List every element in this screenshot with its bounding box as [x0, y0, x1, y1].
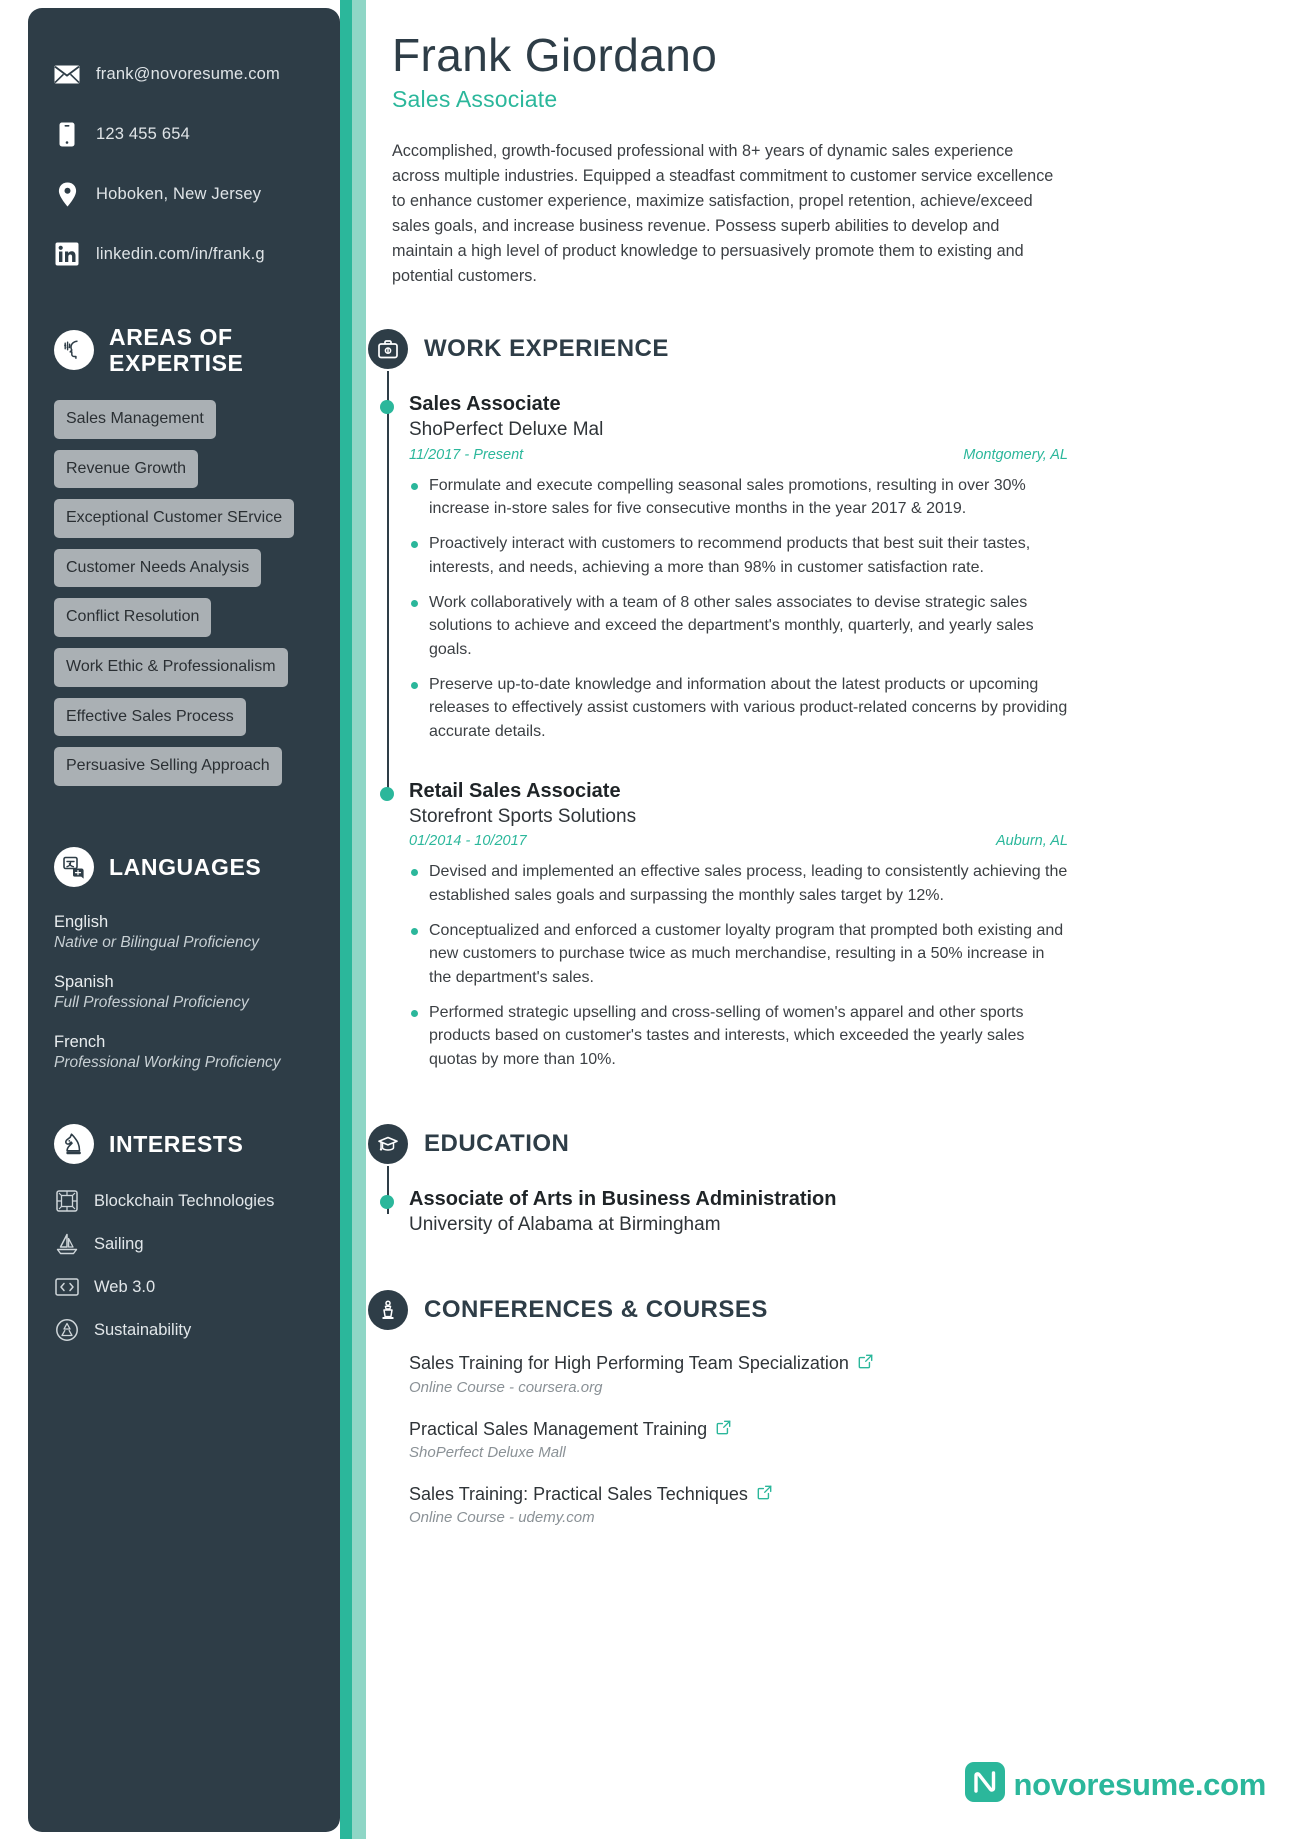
location-pin-icon — [54, 181, 80, 207]
job-date: 11/2017 - Present — [409, 446, 524, 463]
education-school: University of Alabama at Birmingham — [409, 1213, 721, 1235]
interest-label: Sustainability — [94, 1320, 192, 1339]
course-item — [409, 1483, 1068, 1526]
sidebar-section-header-expertise — [54, 324, 314, 376]
language-name: English — [54, 912, 109, 931]
section-title-work: WORK EXPERIENCE — [424, 335, 669, 363]
job-bullet: Preserve up-to-date knowledge and information about the latest products or upcoming releases to effectively assist customers with various product-related concerns by providing accurate details. — [409, 673, 1068, 744]
interest-item — [54, 1231, 314, 1257]
job-date: 01/2014 - 10/2017 — [409, 833, 527, 850]
graduation-cap-icon — [368, 1124, 408, 1164]
expertise-chip-list — [54, 400, 314, 797]
language-level: Native or Bilingual Proficiency — [54, 933, 260, 951]
podium-speaker-icon — [368, 1290, 408, 1330]
sidebar — [28, 8, 340, 1832]
course-name-row — [409, 1352, 1068, 1375]
language-item — [54, 1031, 314, 1074]
section-header-work — [368, 329, 1068, 369]
job-bullet: Work collaboratively with a team of 8 other sales associates to devise strategic sales solutions to achieve and exceed the department's monthly, quarterly, and yearly sales goals. — [409, 591, 1068, 662]
job-bullet: Proactively interact with customers to recommend products that best suit their tastes, interests, and needs, achieving a more than 98% in customer satisfaction rate. — [409, 532, 1068, 579]
language-name: Spanish — [54, 972, 114, 991]
job-bullet-list — [409, 474, 1068, 744]
sidebar-section-title-interests: INTERESTS — [109, 1131, 244, 1158]
course-name-row — [409, 1483, 1068, 1506]
course-name: Practical Sales Management Training — [409, 1418, 708, 1439]
job-title: Retail Sales Associate — [409, 779, 621, 802]
expertise-chip[interactable]: Persuasive Selling Approach — [54, 747, 282, 786]
code-brackets-icon — [54, 1274, 80, 1300]
translate-icon — [54, 847, 94, 887]
novoresume-brand[interactable] — [965, 1762, 1267, 1807]
interest-label: Sailing — [94, 1234, 144, 1253]
job-bullet: Conceptualized and enforced a customer loyalty program that prompted both existing and new customers to purchase twice as much merchandise, resulting in a 50% increase in the department's sales. — [409, 919, 1068, 990]
novoresume-n-logo — [965, 1762, 1005, 1807]
contact-location-text: Hoboken, New Jersey — [96, 184, 262, 203]
section-header-courses — [368, 1290, 1068, 1330]
work-entry — [409, 391, 1068, 743]
expertise-chip[interactable]: Customer Needs Analysis — [54, 549, 261, 588]
external-link-icon[interactable] — [858, 1352, 873, 1375]
language-name: French — [54, 1033, 106, 1052]
job-role-subtitle: Sales Associate — [392, 85, 558, 112]
section-work-experience — [392, 329, 1068, 1071]
timeline-dot — [380, 400, 394, 414]
contact-list — [54, 44, 314, 284]
section-courses — [392, 1290, 1068, 1526]
contact-email-text: frank@novoresume.com — [96, 64, 280, 83]
expertise-chip[interactable]: Sales Management — [54, 400, 216, 439]
interest-item — [54, 1188, 314, 1214]
interest-label: Web 3.0 — [94, 1277, 156, 1296]
work-entry — [409, 778, 1068, 1072]
sidebar-section-header-interests — [54, 1124, 314, 1164]
course-item — [409, 1352, 1068, 1395]
expertise-chip[interactable]: Effective Sales Process — [54, 698, 246, 737]
contact-item-location[interactable] — [54, 164, 314, 224]
course-subtitle: Online Course - udemy.com — [409, 1509, 595, 1527]
novoresume-brand-text: novoresume.com — [1013, 1766, 1266, 1802]
recycle-globe-icon — [54, 1317, 80, 1343]
professional-summary: Accomplished, growth-focused professional with 8+ years of dynamic sales experience across multiple industries. Equipped a steadfast commitment to customer service excellence to enhance customer experience, maximize satisfaction, propel retention, achieve/exceed sales goals, and increase business revenue. Possess superb abilities to develop and maintain a high level of product knowledge to persuasively promote them to existing and potential customers. — [392, 141, 1054, 286]
interests-list — [54, 1188, 314, 1343]
briefcase-icon — [368, 329, 408, 369]
timeline-line — [387, 371, 389, 791]
job-location: Auburn, AL — [995, 833, 1068, 850]
education-degree: Associate of Arts in Business Administration — [409, 1187, 837, 1210]
accent-bar-light — [352, 0, 366, 1839]
timeline-dot — [380, 787, 394, 801]
section-title-courses: CONFERENCES & COURSES — [424, 1296, 768, 1324]
contact-linkedin-text: linkedin.com/in/frank.g — [96, 244, 265, 263]
interest-item — [54, 1317, 314, 1343]
sidebar-section-header-languages — [54, 847, 314, 887]
timeline-dot — [380, 1195, 394, 1209]
languages-list — [54, 911, 314, 1075]
section-education — [392, 1124, 1068, 1239]
language-level: Full Professional Proficiency — [54, 994, 249, 1012]
brain-head-icon — [54, 330, 94, 370]
job-company: Storefront Sports Solutions — [409, 805, 637, 827]
course-item — [409, 1418, 1068, 1461]
contact-item-email[interactable] — [54, 44, 314, 104]
section-title-education: EDUCATION — [424, 1129, 570, 1157]
course-subtitle: ShoPerfect Deluxe Mall — [409, 1443, 566, 1461]
job-meta — [409, 833, 1068, 849]
page-title: Frank Giordano — [392, 29, 718, 81]
external-link-icon[interactable] — [757, 1483, 772, 1506]
external-link-icon[interactable] — [716, 1418, 731, 1441]
job-meta — [409, 447, 1068, 463]
job-bullet: Devised and implemented an effective sales process, leading to consistently achieving the established sales goals and surpassing the monthly sales target by 12%. — [409, 860, 1068, 907]
education-entry — [409, 1186, 1068, 1239]
sailboat-icon — [54, 1231, 80, 1257]
interest-label: Blockchain Technologies — [94, 1191, 275, 1210]
expertise-chip[interactable]: Work Ethic & Professionalism — [54, 648, 288, 687]
job-bullet: Formulate and execute compelling seasonal sales promotions, resulting in over 30% increase in-store sales for five consecutive months in the year 2017 & 2019. — [409, 474, 1068, 521]
language-item — [54, 911, 314, 954]
job-title: Sales Associate — [409, 393, 561, 416]
expertise-chip[interactable]: Revenue Growth — [54, 450, 198, 489]
job-company: ShoPerfect Deluxe Mal — [409, 419, 604, 441]
linkedin-icon — [54, 241, 80, 267]
courses-list — [368, 1352, 1068, 1526]
expertise-chip[interactable]: Conflict Resolution — [54, 598, 211, 637]
section-header-education — [368, 1124, 1068, 1164]
language-level: Professional Working Proficiency — [54, 1054, 281, 1072]
course-name-row — [409, 1418, 1068, 1441]
education-timeline — [368, 1186, 1068, 1239]
job-location: Montgomery, AL — [963, 446, 1068, 463]
contact-item-phone[interactable] — [54, 104, 314, 164]
course-name: Sales Training for High Performing Team Specialization — [409, 1353, 849, 1374]
phone-icon — [54, 121, 80, 147]
expertise-chip[interactable]: Exceptional Customer SErvice — [54, 499, 294, 538]
sidebar-section-title-languages: LANGUAGES — [109, 853, 262, 880]
course-name: Sales Training: Practical Sales Techniques — [409, 1483, 748, 1504]
course-subtitle: Online Course - coursera.org — [409, 1378, 603, 1396]
main-content — [392, 30, 1068, 1548]
contact-item-linkedin[interactable] — [54, 224, 314, 284]
chess-knight-icon — [54, 1124, 94, 1164]
envelope-icon — [54, 61, 80, 87]
job-bullet-list — [409, 860, 1068, 1071]
interest-item — [54, 1274, 314, 1300]
sidebar-section-title-expertise: AREAS OF EXPERTISE — [109, 324, 244, 376]
language-item — [54, 971, 314, 1014]
blockchain-icon — [54, 1188, 80, 1214]
work-timeline — [368, 391, 1068, 1071]
job-bullet: Performed strategic upselling and cross-selling of women's apparel and other sports products based on customer's tastes and interests, which exceeded the yearly sales quotas by more than 10%. — [409, 1001, 1068, 1072]
contact-phone-text: 123 455 654 — [96, 124, 190, 143]
